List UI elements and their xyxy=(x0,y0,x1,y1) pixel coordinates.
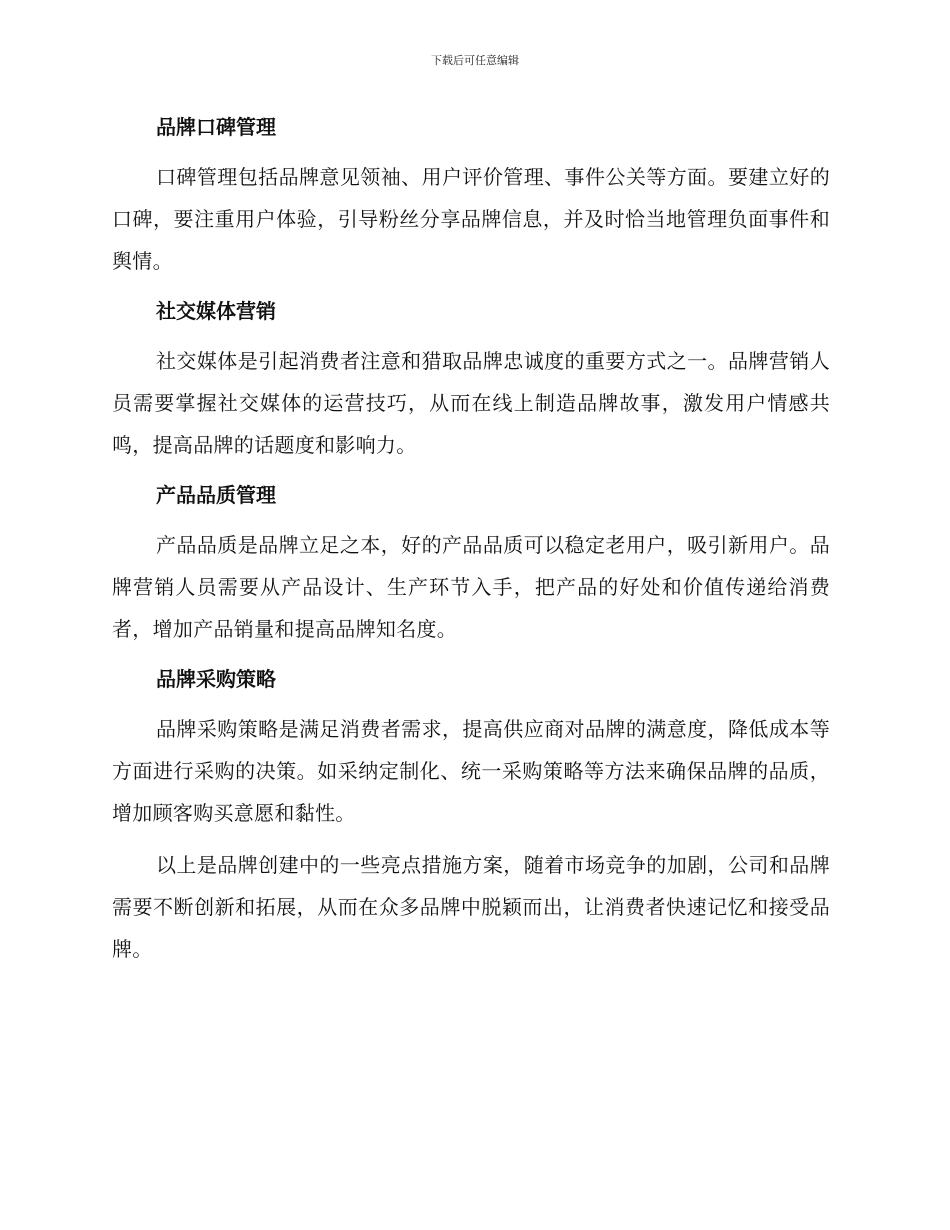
page-header-note: 下载后可任意编辑 xyxy=(431,54,519,67)
section-paragraph: 社交媒体是引起消费者注意和猎取品牌忠诚度的重要方式之一。品牌营销人员需要掌握社交媒体的运营技巧，从而在线上制造品牌故事，激发用户情感共鸣，提高品牌的话题度和影响力。 xyxy=(112,349,830,457)
section-heading: 品牌采购策略 xyxy=(156,667,276,691)
section-procurement-strategy xyxy=(112,660,830,834)
section-paragraph: 品牌采购策略是满足消费者需求，提高供应商对品牌的满意度，降低成本等方面进行采购的决策。如采纳定制化、统一采购策略等方法来确保品牌的品质，增加顾客购买意愿和黏性。 xyxy=(112,717,830,825)
section-heading: 品牌口碑管理 xyxy=(156,115,276,139)
section-paragraph: 口碑管理包括品牌意见领袖、用户评价管理、事件公关等方面。要建立好的口碑，要注重用户体验，引导粉丝分享品牌信息，并及时恰当地管理负面事件和舆情。 xyxy=(112,165,830,273)
document-body xyxy=(112,108,830,980)
section-paragraph: 产品品质是品牌立足之本，好的产品品质可以稳定老用户，吸引新用户。品牌营销人员需要从产品设计、生产环节入手，把产品的好处和价值传递给消费者，增加产品销量和提高品牌知名度。 xyxy=(112,533,830,641)
section-social-media-marketing xyxy=(112,292,830,466)
section-heading: 社交媒体营销 xyxy=(156,299,276,323)
section-reputation-management xyxy=(112,108,830,282)
section-heading: 产品品质管理 xyxy=(156,483,276,507)
conclusion-paragraph: 以上是品牌创建中的一些亮点措施方案，随着市场竞争的加剧，公司和品牌需要不断创新和拓展，从而在众多品牌中脱颖而出，让消费者快速记忆和接受品牌。 xyxy=(112,853,830,961)
section-product-quality-management xyxy=(112,476,830,650)
